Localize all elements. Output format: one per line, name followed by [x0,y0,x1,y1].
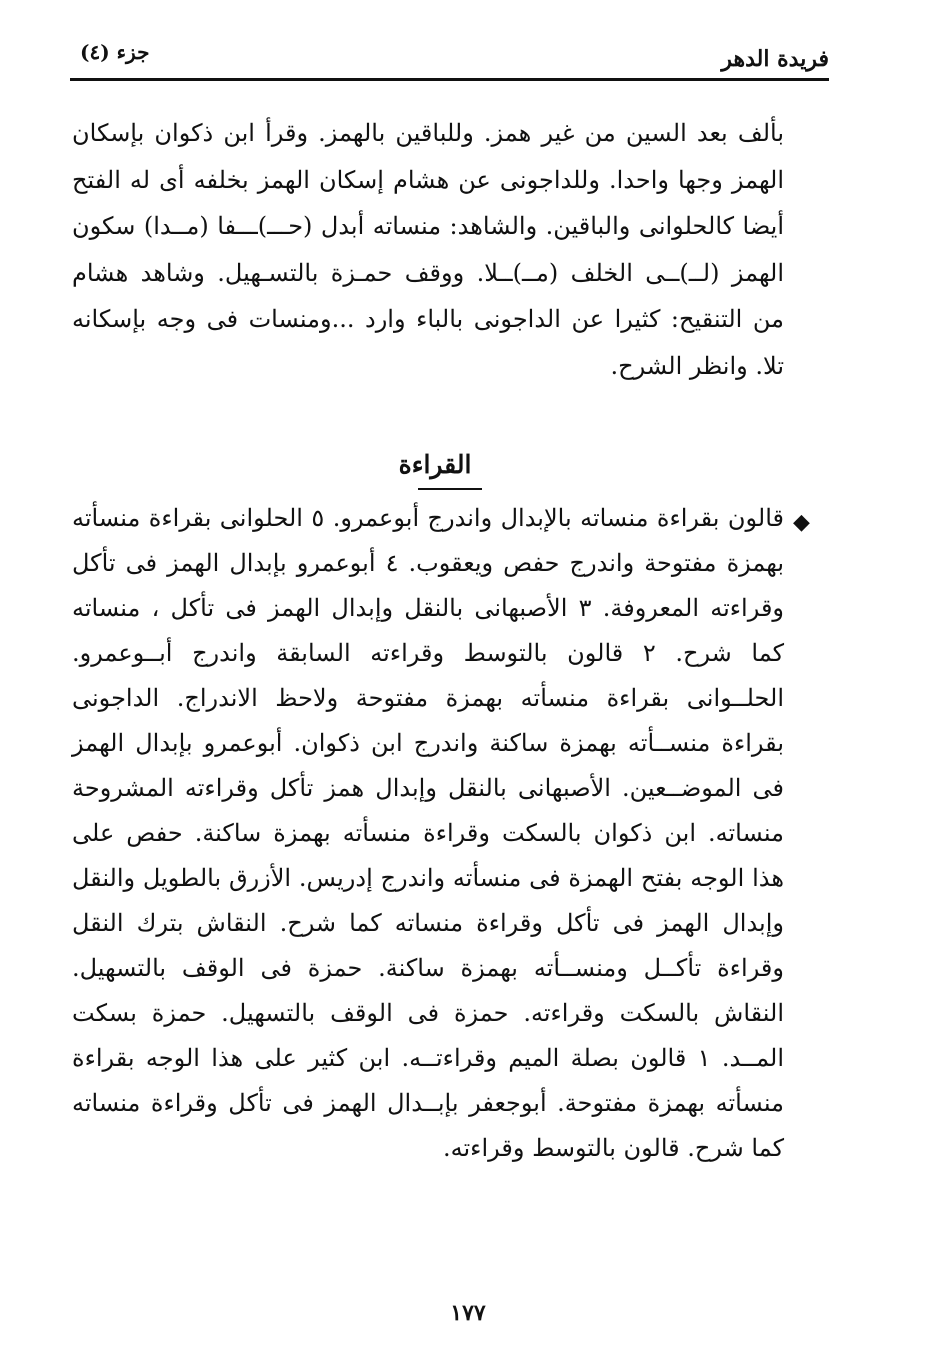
heading-underline [418,488,482,490]
diamond-bullet-icon: ◆ [793,510,810,535]
paragraph-commentary: بألف بعد السين من غير همز. وللباقين بالهمز. وقرأ ابن ذكوان بإسكان الهمز وجها واحدا. وللداجونى عن هشام إسكان الهمز بخلفه أى له الفتح أيضا كالحلوانى والباقين. والشاهد: منساته أبدل (حـــ)ـــفا (مــدا) سكون الهمز (لــ)ــى الخلف (مــ)ــلا. ووقف حمـزة بالتسـهيل. وشاهد هشام من التنقيح: كثيرا عن الداجونى بالباء وارد ...ومنسات فى وجه بإسكانه تلا. وانظر الشرح. [72,119,785,380]
section-heading: القراءة [398,450,472,479]
book-title: فريدة الدهر [721,46,829,72]
paragraph-readings: قالون بقراءة منساته بالإبدال واندرج أبوعمرو. ٥ الحلوانى بقراءة منسأته بهمزة مفتوحة واندرج حفص ويعقوب. ٤ أبوعمرو بإبدال الهمز فى تأكل وقراءته المعروفة. ٣ الأصبهانى بالنقل وإبدال الهمز فى تأكل ، منساته كما شرح. ٢ قالون بالتوسط وقراءته السابقة واندرج أبــوعمرو. الحلــوانى بقراءة منسأته بهمزة مفتوحة ولاحظ الاندراج. الداجونى بقراءة منســأته بهمزة ساكنة واندرج ابن ذكوان. أبوعمرو بإبدال الهمز فى الموضــعين. الأصبهانى بالنقل وإبدال همز تأكل وقراءته المشروحة منساته. ابن ذكوان بالسكت وقراءة منسأته بهمزة ساكنة. حفص على هذا الوجه بفتح الهمزة فى منسأته واندرج إدريس. الأزرق بالطويل والنقل وإبدال الهمز فى تأكل وقراءة منساته كما شرح. النقاش بترك النقل وقراءة تأكــل ومنســأته بهمزة ساكنة. حمزة فى الوقف بالتسهيل. النقاش بالسكت وقراءته. حمزة فى الوقف بالتسهيل. حمزة بسكت المــد. ١ قالون بصلة الميم وقراءتــه. ابن كثير على هذا الوجه بقراءة منسأته بهمزة مفتوحة. أبوجعفر بإبــدال الهمز فى تأكل وقراءة منساته كما شرح. قالون بالتوسط وقراءته. [72,504,785,1162]
page-header [70,28,829,81]
part-number: جزء (٤) [80,40,150,64]
page-number: ١٧٧ [450,1300,486,1326]
